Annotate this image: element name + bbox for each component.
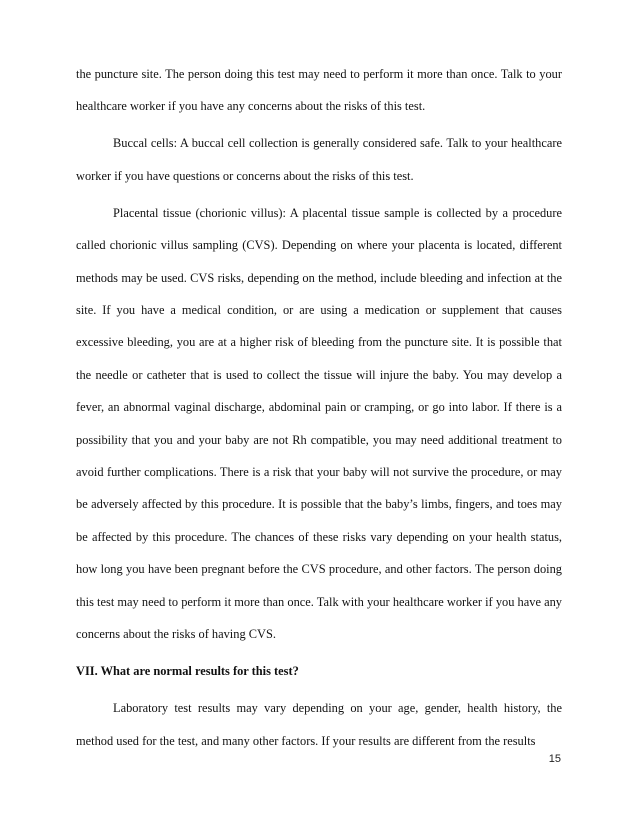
paragraph-normal-results: Laboratory test results may vary depending on your age, gender, health history, the method used for the test, and many other factors. If your results are different from the results: [76, 701, 562, 748]
paragraph-buccal-cells: Buccal cells: A buccal cell collection is generally considered safe. Talk to your healthcare worker if you have questions or concerns about the risks of this test.: [76, 136, 562, 183]
section-heading: VII. What are normal results for this test?: [76, 664, 299, 679]
page-body: [76, 58, 562, 762]
paragraph-puncture-continuation: the puncture site. The person doing this test may need to perform it more than once. Talk to your healthcare worker if you have any concerns about the risks of this test.: [76, 67, 562, 114]
page-number: 15: [548, 753, 561, 765]
paragraph-placental-tissue: Placental tissue (chorionic villus): A placental tissue sample is collected by a procedure called chorionic villus sampling (CVS). Depending on where your placenta is located, different methods may be used. CVS risks, depending on the method, include bleeding and infection at the site. If you have a medical condition, or are using a medication or supplement that causes excessive bleeding, you are at a higher risk of bleeding from the puncture site. It is possible that the needle or catheter that is used to collect the tissue will injure the baby. You may develop a fever, an abnormal vaginal discharge, abdominal pain or cramping, or go into labor. If there is a possibility that you and your baby are not Rh compatible, you may need additional treatment to avoid further complications. There is a risk that your baby will not survive the procedure, or may be adversely affected by this procedure. It is possible that the baby’s limbs, fingers, and toes may be affected by this procedure. The chances of these risks vary depending on your health status, how long you have been pregnant before the CVS procedure, and other factors. The person doing this test may need to perform it more than once. Talk with your healthcare worker if you have any concerns about the risks of having CVS.: [76, 205, 562, 642]
